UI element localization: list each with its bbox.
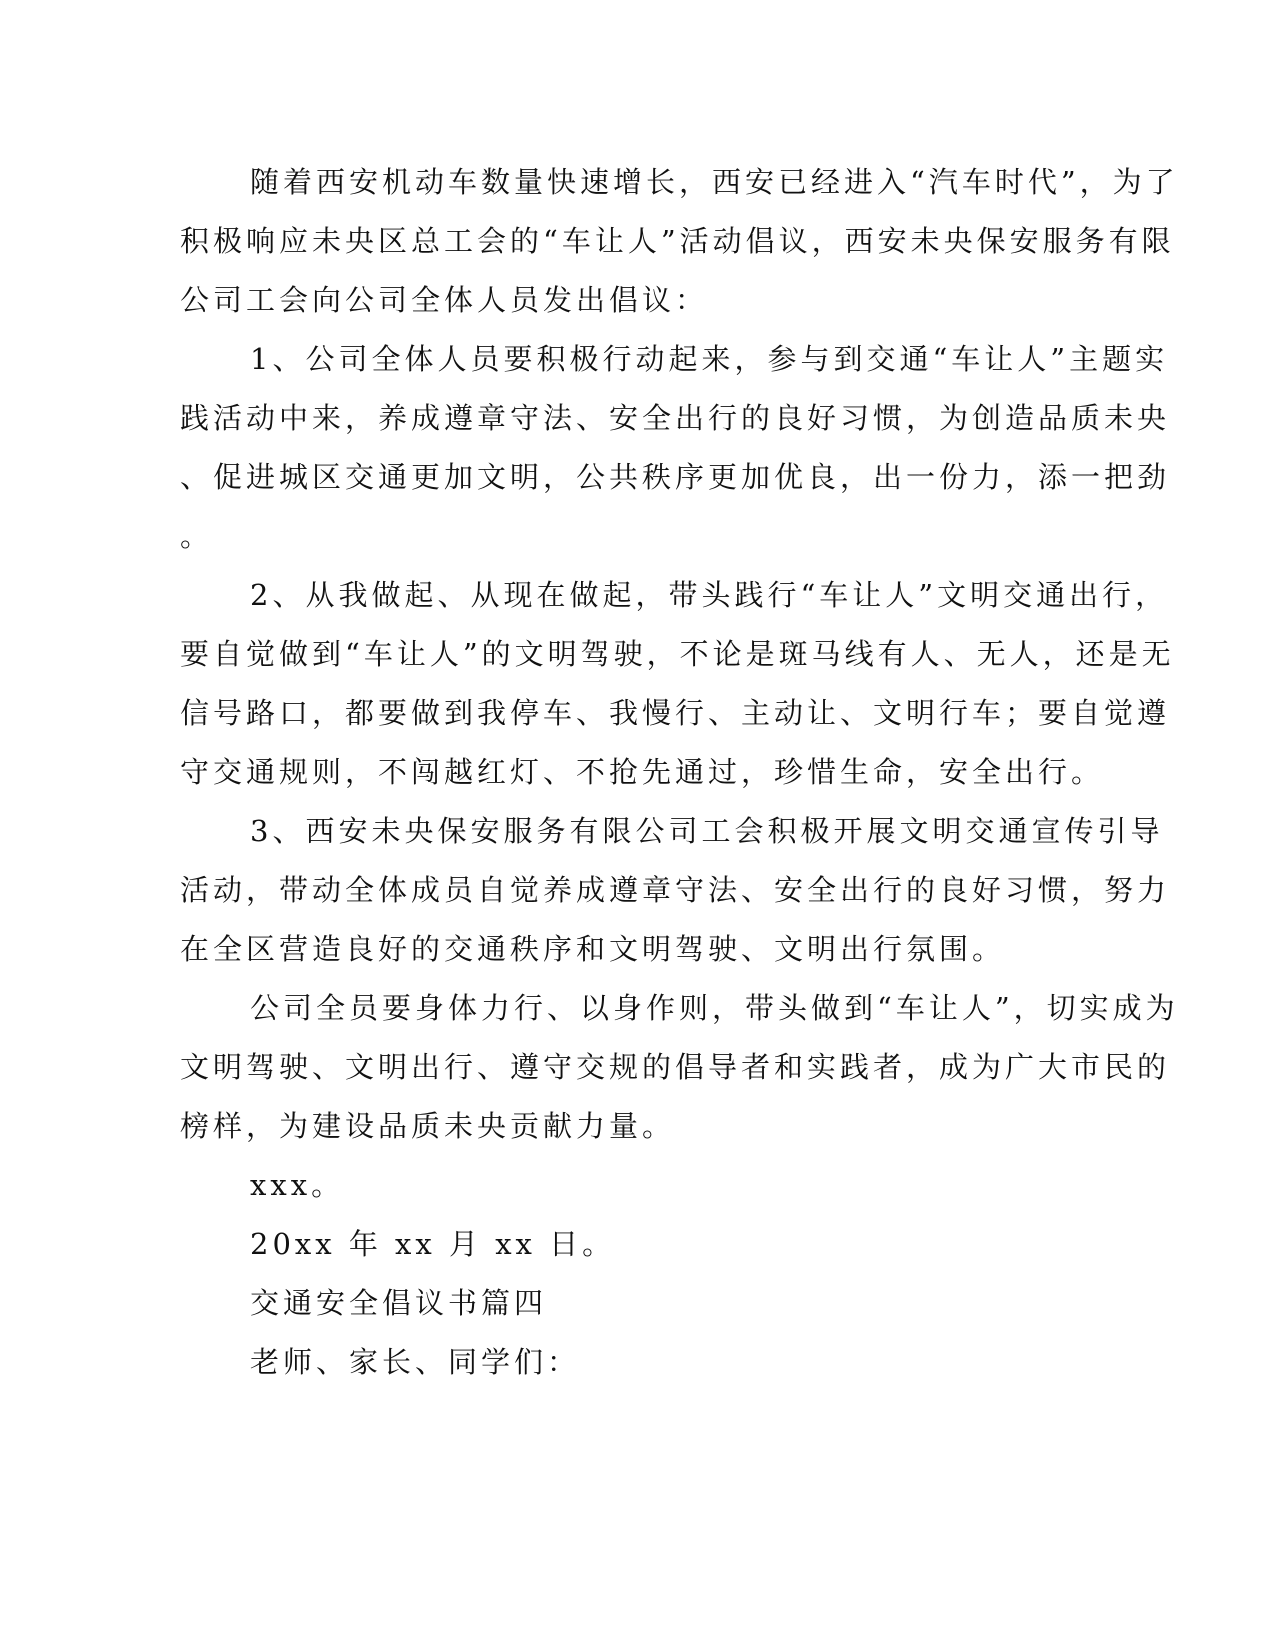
salutation: 老师、家长、同学们： [250, 1345, 581, 1379]
paragraph-1-line-3: 公司工会向公司全体人员发出倡议： [180, 283, 709, 317]
item-1-line-1: 1、公司全体人员要积极行动起来，参与到交通“车让人”主题实 [250, 342, 1169, 376]
closing-line-1: 公司全员要身体力行、以身作则，带头做到“车让人”，切实成为 [250, 991, 1179, 1025]
signature: xxx。 [250, 1168, 345, 1202]
item-3-line-1: 3、西安未央保安服务有限公司工会积极开展文明交通宣传引导 [250, 814, 1164, 848]
paragraph-1-line-2: 积极响应未央区总工会的“车让人”活动倡议，西安未央保安服务有限 [180, 224, 1175, 258]
item-3-line-3: 在全区营造良好的交通秩序和文明驾驶、文明出行氛围。 [180, 932, 1006, 966]
item-1-line-2: 践活动中来，养成遵章守法、安全出行的良好习惯，为创造品质未央 [180, 401, 1171, 435]
item-2-line-4: 守交通规则，不闯越红灯、不抢先通过，珍惜生命，安全出行。 [180, 755, 1105, 789]
closing-line-3: 榜样，为建设品质未央贡献力量。 [180, 1109, 676, 1143]
item-2-line-3: 信号路口，都要做到我停车、我慢行、主动让、文明行车；要自觉遵 [180, 696, 1171, 730]
item-2-line-2: 要自觉做到“车让人”的文明驾驶，不论是斑马线有人、无人，还是无 [180, 637, 1175, 671]
item-1-line-3: 、促进城区交通更加文明，公共秩序更加优良，出一份力，添一把劲 [180, 460, 1171, 494]
closing-line-2: 文明驾驶、文明出行、遵守交规的倡导者和实践者，成为广大市民的 [180, 1050, 1171, 1084]
date-line: 20xx 年 xx 月 xx 日。 [250, 1227, 616, 1261]
item-2-line-1: 2、从我做起、从现在做起，带头践行“车让人”文明交通出行， [250, 578, 1169, 612]
section-title: 交通安全倡议书篇四 [250, 1286, 548, 1320]
paragraph-1-line-1: 随着西安机动车数量快速增长，西安已经进入“汽车时代”，为了 [250, 165, 1179, 199]
item-3-line-2: 活动，带动全体成员自觉养成遵章守法、安全出行的良好习惯，努力 [180, 873, 1171, 907]
item-1-line-4: 。 [180, 519, 214, 553]
